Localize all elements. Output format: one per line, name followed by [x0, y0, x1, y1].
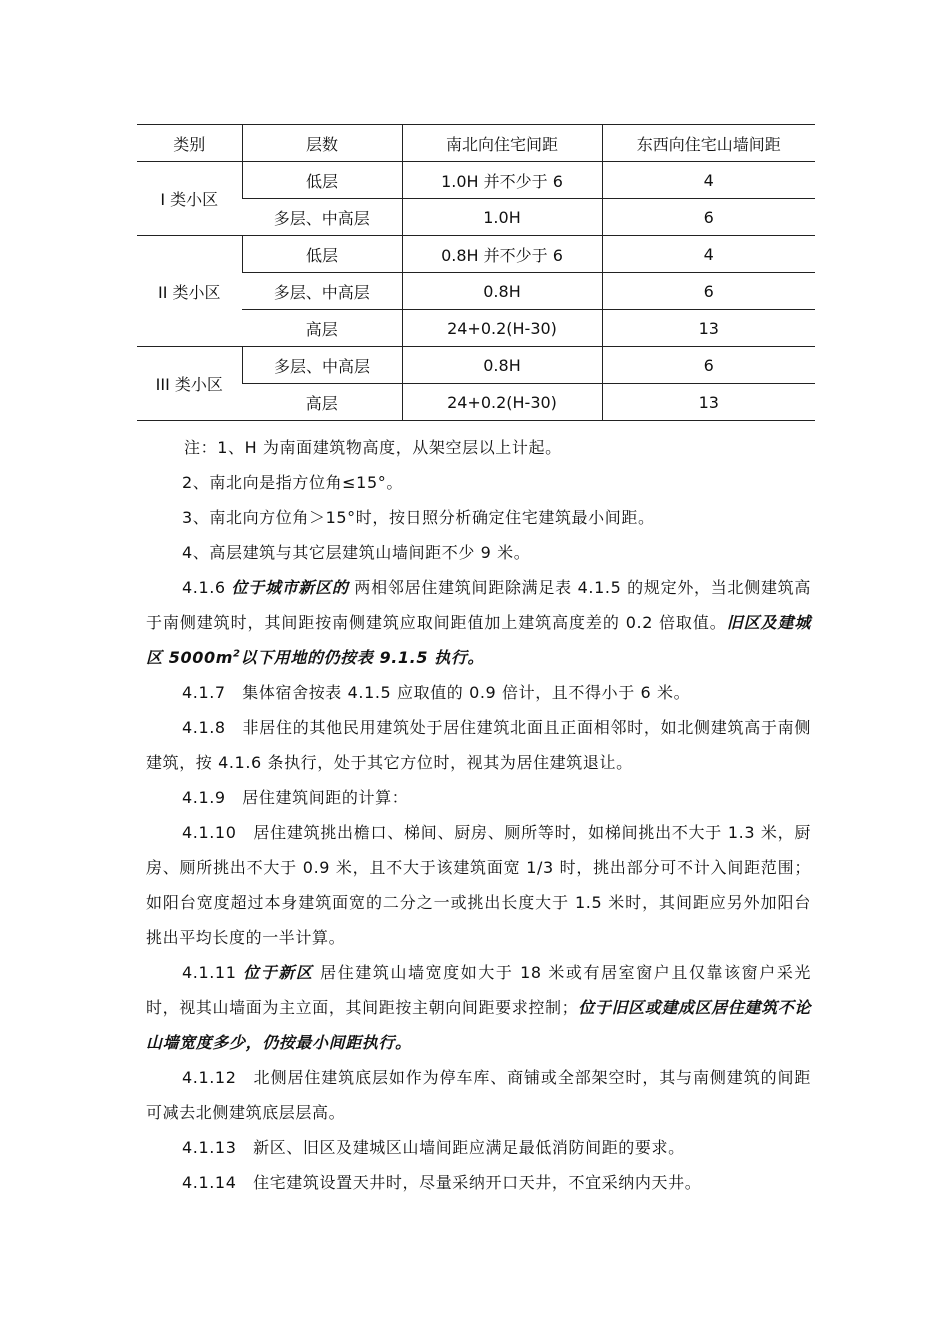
body-text: [146, 430, 811, 1200]
floors-cell: 高层: [242, 384, 402, 421]
table-row: [137, 162, 815, 199]
emphasis-text: 位于新区: [243, 963, 314, 982]
superscript: 2: [232, 648, 241, 660]
table-note: 3、南北向方位角＞15°时，按日照分析确定住宅建筑最小间距。: [182, 508, 655, 527]
category-cell: II 类小区: [137, 236, 242, 347]
ew-cell: 4: [602, 162, 815, 199]
clause-number: 4.1.6: [182, 578, 226, 597]
clause-4-1-6: [146, 570, 811, 675]
table-row: [137, 236, 815, 273]
ns-cell: 1.0H 并不少于 6: [402, 162, 602, 199]
ns-cell: 24+0.2(H-30): [402, 384, 602, 421]
clause-4-1-11: [146, 955, 811, 1060]
ew-cell: 4: [602, 236, 815, 273]
table-note: 注：1、H 为南面建筑物高度，从架空层以上计起。: [184, 438, 562, 457]
clause-number: 4.1.11: [182, 963, 237, 982]
emphasis-text: 位于城市新区的: [231, 578, 349, 597]
ns-cell: 0.8H 并不少于 6: [402, 236, 602, 273]
floors-cell: 低层: [242, 162, 402, 199]
ew-cell: 6: [602, 347, 815, 384]
clause-text: 居住建筑山墙宽度如大于 18 米或有居室窗户且仅靠该窗户采光时，视其山墙面为主立面，其间距按主朝向间距要求控制；: [146, 963, 812, 1017]
ns-cell: 24+0.2(H-30): [402, 310, 602, 347]
ew-cell: 13: [602, 310, 815, 347]
floors-cell: 多层、中高层: [242, 273, 402, 310]
header-floors: 层数: [242, 125, 402, 162]
table-note: 2、南北向是指方位角≤15°。: [182, 473, 403, 492]
ew-cell: 6: [602, 273, 815, 310]
floors-cell: 高层: [242, 310, 402, 347]
clause-4-1-9: 4.1.9 居住建筑间距的计算：: [182, 788, 409, 807]
clause-4-1-10: 4.1.10 居住建筑挑出檐口、梯间、厨房、厕所等时，如梯间挑出不大于 1.3 米，厨房、厕所挑出不大于 0.9 米，且不大于该建筑面宽 1/3 时，挑出部分可不计入间距范围；如阳台宽度超过本身建筑面宽的二分之一或挑出长度大于 1.5 米时，其间距应另外加阳台挑出平均长度的一半计算。: [146, 823, 811, 947]
header-category: 类别: [137, 125, 242, 162]
spacing-table: [137, 124, 815, 421]
ns-cell: 0.8H: [402, 273, 602, 310]
ew-cell: 6: [602, 199, 815, 236]
ns-cell: 1.0H: [402, 199, 602, 236]
clause-text: 两相邻居住建筑间距除满足表 4.1.5 的规定外，当北侧建筑高于南侧建筑时，其间距按南侧建筑应取间距值加上建筑高度差的 0.2 倍取值。: [146, 578, 812, 632]
table-header-row: [137, 125, 815, 162]
clause-4-1-12: 4.1.12 北侧居住建筑底层如作为停车库、商铺或全部架空时，其与南侧建筑的间距可减去北侧建筑底层层高。: [146, 1068, 811, 1122]
header-ns-spacing: 南北向住宅间距: [402, 125, 602, 162]
emphasis-part: 旧区及建城区 5000m: [146, 613, 811, 667]
header-ew-spacing: 东西向住宅山墙间距: [602, 125, 815, 162]
category-cell: III 类小区: [137, 347, 242, 421]
clause-4-1-13: 4.1.13 新区、旧区及建城区山墙间距应满足最低消防间距的要求。: [182, 1138, 685, 1157]
emphasis-part: 以下用地的仍按表 9.1.5 执行。: [240, 648, 485, 667]
floors-cell: 低层: [242, 236, 402, 273]
table-note: 4、高层建筑与其它层建筑山墙间距不少 9 米。: [182, 543, 531, 562]
clause-4-1-8: 4.1.8 非居住的其他民用建筑处于居住建筑北面且正面相邻时，如北侧建筑高于南侧建筑，按 4.1.6 条执行，处于其它方位时，视其为居住建筑退让。: [146, 718, 811, 772]
table-row: [137, 347, 815, 384]
ns-cell: 0.8H: [402, 347, 602, 384]
ew-cell: 13: [602, 384, 815, 421]
clause-4-1-14: 4.1.14 住宅建筑设置天井时，尽量采纳开口天井，不宜采纳内天井。: [182, 1173, 702, 1192]
emphasis-text: 位于旧区或建成区居住建筑不论山墙宽度多少，仍按最小间距执行。: [146, 998, 811, 1052]
floors-cell: 多层、中高层: [242, 347, 402, 384]
clause-4-1-7: 4.1.7 集体宿舍按表 4.1.5 应取值的 0.9 倍计，且不得小于 6 米。: [182, 683, 691, 702]
floors-cell: 多层、中高层: [242, 199, 402, 236]
category-cell: I 类小区: [137, 162, 242, 236]
